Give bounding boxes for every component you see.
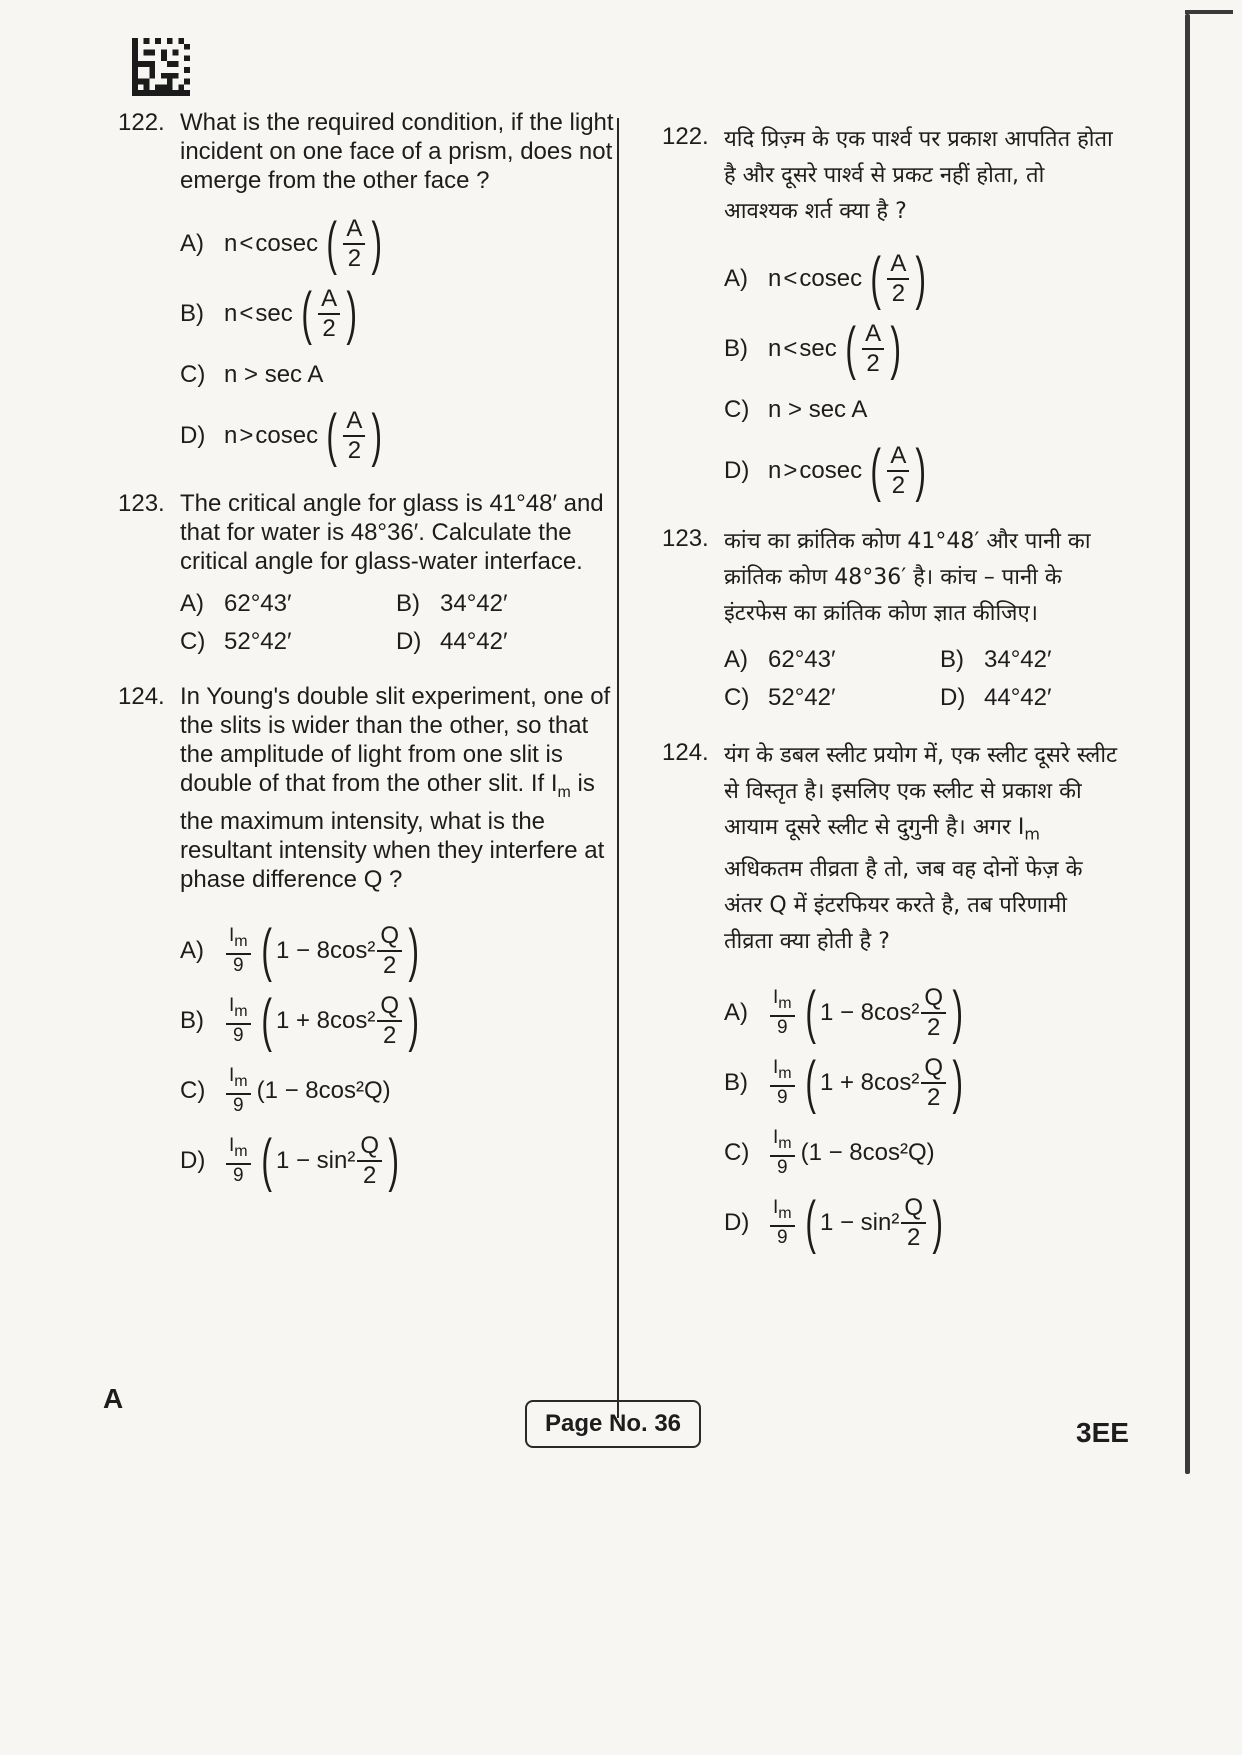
series-letter: A [103, 1383, 124, 1414]
option-d: D) 44°42′ [396, 628, 508, 655]
option-a: A) $\frac{I_m}{9}$ ( 1 − 8cos² $\frac{Q}{2}$ ) [180, 916, 618, 986]
option-c: C) $\frac{I_m}{9}$ (1 − 8cos²Q) [180, 1064, 391, 1116]
option-c: C) 52°42′ [180, 628, 292, 655]
hindi-column [662, 122, 1122, 1268]
option-c: C) n > sec A [724, 396, 868, 423]
question-123-hi [662, 524, 1122, 712]
option-c: C) n > sec A [180, 361, 324, 388]
option-d: D) $\frac{I_m}{9}$ ( 1 − sin² $\frac{Q}{2}$ ) [724, 1190, 943, 1256]
question-122-hi [662, 122, 1122, 506]
question-123-en [118, 489, 618, 656]
qr-code-icon [132, 38, 190, 96]
question-number: 123. [118, 490, 165, 517]
question-122-en [118, 108, 618, 471]
option-c: C) $\frac{I_m}{9}$ (1 − 8cos²Q) [724, 1127, 935, 1179]
question-124-en [118, 682, 618, 1196]
question-124-hi [662, 738, 1122, 1258]
option-b: B) $\frac{I_m}{9}$ ( 1 + 8cos² $\frac{Q}{2}$ ) [180, 986, 618, 1056]
edge-mark-top [1185, 10, 1233, 14]
question-text: In Young's double slit experiment, one of the slits is wider than the other, so that the amplitude of light from one slit is double of that from the other slit. If $I_m$ is the maximum intensity, what is the resultant intensity when they interfere at phase difference Q ? [180, 683, 611, 893]
option-a: A) 62°43′ [724, 646, 836, 673]
question-text: यदि प्रिज़्म के एक पार्श्व पर प्रकाश आपतित होता है और दूसरे पार्श्व से प्रकट नहीं होता, तो आवश्यक शर्त क्या है ? [724, 127, 1113, 224]
question-text: यंग के डबल स्लीट प्रयोग में, एक स्लीट दूसरे स्लीट से विस्तृत है। इसलिए एक स्लीट से प्रकाश की आयाम दूसरे स्लीट से दुगुनी है। अगर $I_m$ अधिकतम तीव्रता है तो, जब वह दोनों फेज़ के अंतर Q में इंटरफियर करते है, तब परिणामी तीव्रता क्या होती है ? [724, 743, 1118, 955]
question-number: 124. [118, 683, 165, 710]
math-expr: $\frac{I_m}{9}$ ( 1 + 8cos² $\frac{Q}{2}$ ) [224, 992, 423, 1050]
option-b: B) 34°42′ [396, 590, 508, 617]
option-b: B) n < sec ( $\frac{A}{2}$ ) [180, 279, 618, 349]
question-number: 122. [118, 109, 165, 136]
math-expr: $\frac{I_m}{9}$ ( 1 − sin² $\frac{Q}{2}$ ) [224, 1132, 403, 1190]
math-expr: $\frac{I_m}{9}$ (1 − 8cos²Q) [224, 1065, 391, 1117]
question-text: कांच का क्रांतिक कोण 41°48′ और पानी का क्रांतिक कोण 48°36′ है। कांच – पानी के इंटरफेस का क्रांतिक कोण ज्ञात कीजिए। [724, 529, 1091, 626]
option-d: D) n > cosec ( $\frac{A}{2}$ ) [724, 438, 927, 503]
option-a: A) $\frac{I_m}{9}$ ( 1 − 8cos² $\frac{Q}{2}$ ) [724, 980, 963, 1046]
math-expr: n > cosec ( $\frac{A}{2}$ ) [224, 403, 383, 468]
math-expr: $\frac{I_m}{9}$ ( 1 − 8cos² $\frac{Q}{2}$ ) [224, 922, 423, 980]
option-c: C) 52°42′ [724, 684, 836, 711]
english-column [118, 108, 618, 1206]
question-number: 124. [662, 739, 709, 766]
question-text: The critical angle for glass is 41°48′ and that for water is 48°36′. Calculate the critical angle for glass-water interface. [180, 490, 604, 575]
paper-code: 3EE [1076, 1417, 1129, 1448]
option-a: A) n < cosec ( $\frac{A}{2}$ ) [724, 246, 927, 311]
edge-mark [1185, 14, 1190, 1474]
option-d: D) n > cosec ( $\frac{A}{2}$ ) [180, 401, 618, 471]
option-d: D) $\frac{I_m}{9}$ ( 1 − sin² $\frac{Q}{2}$ ) [180, 1126, 618, 1196]
math-expr: n < cosec ( $\frac{A}{2}$ ) [224, 211, 383, 276]
question-text: What is the required condition, if the light incident on one face of a prism, does not emerge from the other face ? [180, 109, 614, 194]
option-d: D) 44°42′ [940, 684, 1052, 711]
option-b: B) 34°42′ [940, 646, 1052, 673]
question-number: 123. [662, 525, 709, 552]
page-number-box: Page No. 36 [525, 1400, 701, 1448]
option-a: A) n < cosec ( $\frac{A}{2}$ ) [180, 209, 618, 279]
question-number: 122. [662, 123, 709, 150]
option-b: B) $\frac{I_m}{9}$ ( 1 + 8cos² $\frac{Q}{2}$ ) [724, 1050, 963, 1116]
option-a: A) 62°43′ [180, 590, 292, 617]
option-b: B) n < sec ( $\frac{A}{2}$ ) [724, 316, 902, 381]
math-expr: n < sec ( $\frac{A}{2}$ ) [224, 281, 358, 346]
